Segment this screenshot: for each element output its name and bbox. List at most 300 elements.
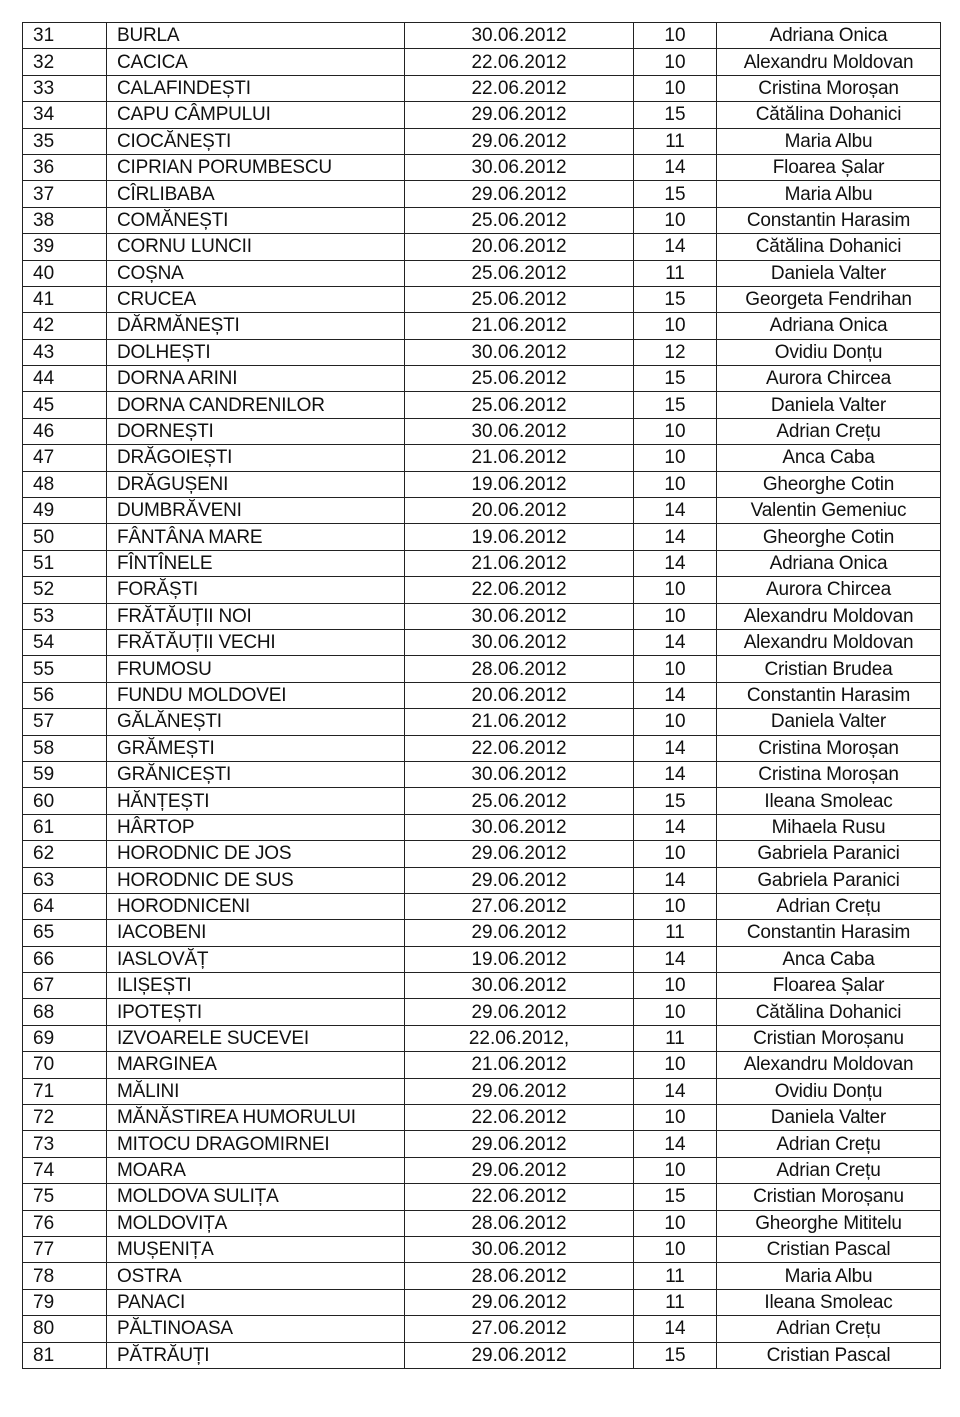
table-row — [23, 788, 941, 814]
person-cell: Cătălina Dohanici — [717, 234, 941, 260]
row-number: 35 — [23, 128, 107, 154]
locality-cell: DORNEȘTI — [107, 418, 405, 444]
person-cell: Constantin Harasim — [717, 207, 941, 233]
locality-cell: HORODNIC DE JOS — [107, 841, 405, 867]
count-cell: 10 — [634, 418, 717, 444]
count-cell: 10 — [634, 75, 717, 101]
count-cell: 11 — [634, 260, 717, 286]
table-row — [23, 1342, 941, 1368]
locality-cell: CIPRIAN PORUMBESCU — [107, 154, 405, 180]
row-number: 70 — [23, 1052, 107, 1078]
count-cell: 10 — [634, 445, 717, 471]
count-cell: 10 — [634, 709, 717, 735]
row-number: 44 — [23, 366, 107, 392]
count-cell: 10 — [634, 1236, 717, 1262]
table-row — [23, 893, 941, 919]
date-cell: 29.06.2012 — [405, 867, 634, 893]
date-cell: 30.06.2012 — [405, 603, 634, 629]
person-cell: Cristian Pascal — [717, 1342, 941, 1368]
person-cell: Maria Albu — [717, 128, 941, 154]
date-cell: 22.06.2012, — [405, 1025, 634, 1051]
date-cell: 30.06.2012 — [405, 973, 634, 999]
person-cell: Adrian Crețu — [717, 1157, 941, 1183]
locality-cell: HÂRTOP — [107, 814, 405, 840]
table-row — [23, 550, 941, 576]
table-row — [23, 1052, 941, 1078]
count-cell: 14 — [634, 761, 717, 787]
date-cell: 21.06.2012 — [405, 550, 634, 576]
date-cell: 29.06.2012 — [405, 1078, 634, 1104]
count-cell: 14 — [634, 629, 717, 655]
row-number: 68 — [23, 999, 107, 1025]
date-cell: 25.06.2012 — [405, 366, 634, 392]
count-cell: 15 — [634, 181, 717, 207]
person-cell: Daniela Valter — [717, 260, 941, 286]
locality-cell: DĂRMĂNEȘTI — [107, 313, 405, 339]
date-cell: 19.06.2012 — [405, 524, 634, 550]
date-cell: 22.06.2012 — [405, 577, 634, 603]
table-row — [23, 286, 941, 312]
table-row — [23, 973, 941, 999]
date-cell: 29.06.2012 — [405, 1289, 634, 1315]
person-cell: Anca Caba — [717, 445, 941, 471]
count-cell: 15 — [634, 366, 717, 392]
table-row — [23, 1210, 941, 1236]
table-row — [23, 128, 941, 154]
table-row — [23, 814, 941, 840]
count-cell: 15 — [634, 286, 717, 312]
date-cell: 21.06.2012 — [405, 709, 634, 735]
person-cell: Floarea Șalar — [717, 973, 941, 999]
row-number: 52 — [23, 577, 107, 603]
count-cell: 14 — [634, 682, 717, 708]
date-cell: 29.06.2012 — [405, 1342, 634, 1368]
date-cell: 27.06.2012 — [405, 1316, 634, 1342]
table-row — [23, 339, 941, 365]
count-cell: 10 — [634, 603, 717, 629]
locality-cell: MOLDOVIȚA — [107, 1210, 405, 1236]
row-number: 34 — [23, 102, 107, 128]
count-cell: 15 — [634, 1342, 717, 1368]
table-row — [23, 366, 941, 392]
table-row — [23, 392, 941, 418]
person-cell: Alexandru Moldovan — [717, 49, 941, 75]
table-row — [23, 1263, 941, 1289]
table-row — [23, 234, 941, 260]
table-row — [23, 629, 941, 655]
locality-cell: HĂNȚEȘTI — [107, 788, 405, 814]
person-cell: Gabriela Paranici — [717, 867, 941, 893]
person-cell: Adriana Onica — [717, 313, 941, 339]
count-cell: 10 — [634, 49, 717, 75]
person-cell: Alexandru Moldovan — [717, 629, 941, 655]
date-cell: 20.06.2012 — [405, 498, 634, 524]
date-cell: 27.06.2012 — [405, 893, 634, 919]
count-cell: 10 — [634, 313, 717, 339]
person-cell: Georgeta Fendrihan — [717, 286, 941, 312]
table-row — [23, 471, 941, 497]
count-cell: 11 — [634, 1025, 717, 1051]
date-cell: 30.06.2012 — [405, 339, 634, 365]
person-cell: Ileana Smoleac — [717, 788, 941, 814]
row-number: 49 — [23, 498, 107, 524]
row-number: 53 — [23, 603, 107, 629]
table-row — [23, 920, 941, 946]
count-cell: 10 — [634, 577, 717, 603]
table-row — [23, 181, 941, 207]
count-cell: 10 — [634, 1210, 717, 1236]
table-row — [23, 75, 941, 101]
date-cell: 21.06.2012 — [405, 445, 634, 471]
table-row — [23, 1131, 941, 1157]
row-number: 38 — [23, 207, 107, 233]
locality-cell: DORNA ARINI — [107, 366, 405, 392]
row-number: 32 — [23, 49, 107, 75]
date-cell: 29.06.2012 — [405, 102, 634, 128]
row-number: 72 — [23, 1105, 107, 1131]
table-row — [23, 682, 941, 708]
table-row — [23, 23, 941, 49]
row-number: 60 — [23, 788, 107, 814]
count-cell: 14 — [634, 234, 717, 260]
row-number: 41 — [23, 286, 107, 312]
table-row — [23, 867, 941, 893]
row-number: 58 — [23, 735, 107, 761]
row-number: 51 — [23, 550, 107, 576]
person-cell: Cristina Moroșan — [717, 761, 941, 787]
table-row — [23, 260, 941, 286]
count-cell: 10 — [634, 23, 717, 49]
table-row — [23, 603, 941, 629]
count-cell: 10 — [634, 207, 717, 233]
date-cell: 19.06.2012 — [405, 946, 634, 972]
count-cell: 15 — [634, 392, 717, 418]
row-number: 31 — [23, 23, 107, 49]
date-cell: 25.06.2012 — [405, 286, 634, 312]
person-cell: Anca Caba — [717, 946, 941, 972]
date-cell: 29.06.2012 — [405, 841, 634, 867]
row-number: 74 — [23, 1157, 107, 1183]
table-row — [23, 1236, 941, 1262]
row-number: 43 — [23, 339, 107, 365]
person-cell: Adrian Crețu — [717, 418, 941, 444]
count-cell: 14 — [634, 1078, 717, 1104]
count-cell: 14 — [634, 524, 717, 550]
locality-cell: FRĂTĂUȚII VECHI — [107, 629, 405, 655]
person-cell: Floarea Șalar — [717, 154, 941, 180]
locality-cell: FUNDU MOLDOVEI — [107, 682, 405, 708]
person-cell: Aurora Chircea — [717, 366, 941, 392]
person-cell: Ovidiu Donțu — [717, 339, 941, 365]
person-cell: Cristian Pascal — [717, 1236, 941, 1262]
locality-cell: DRĂGUȘENI — [107, 471, 405, 497]
row-number: 67 — [23, 973, 107, 999]
count-cell: 11 — [634, 128, 717, 154]
person-cell: Cristian Moroșanu — [717, 1025, 941, 1051]
locality-cell: IZVOARELE SUCEVEI — [107, 1025, 405, 1051]
row-number: 39 — [23, 234, 107, 260]
person-cell: Daniela Valter — [717, 1105, 941, 1131]
date-cell: 30.06.2012 — [405, 1236, 634, 1262]
table-row — [23, 313, 941, 339]
count-cell: 15 — [634, 1184, 717, 1210]
locality-cell: CORNU LUNCII — [107, 234, 405, 260]
date-cell: 21.06.2012 — [405, 313, 634, 339]
locality-cell: GĂLĂNEȘTI — [107, 709, 405, 735]
row-number: 48 — [23, 471, 107, 497]
person-cell: Gheorghe Mititelu — [717, 1210, 941, 1236]
date-cell: 29.06.2012 — [405, 1157, 634, 1183]
date-cell: 29.06.2012 — [405, 1131, 634, 1157]
count-cell: 14 — [634, 867, 717, 893]
count-cell: 14 — [634, 550, 717, 576]
date-cell: 28.06.2012 — [405, 1210, 634, 1236]
date-cell: 25.06.2012 — [405, 260, 634, 286]
locality-cell: CAPU CÂMPULUI — [107, 102, 405, 128]
person-cell: Cristina Moroșan — [717, 735, 941, 761]
document-sheet — [22, 22, 940, 1369]
date-cell: 25.06.2012 — [405, 392, 634, 418]
table-row — [23, 498, 941, 524]
row-number: 40 — [23, 260, 107, 286]
date-cell: 22.06.2012 — [405, 49, 634, 75]
person-cell: Cristian Moroșanu — [717, 1184, 941, 1210]
count-cell: 11 — [634, 1289, 717, 1315]
locality-cell: DORNA CANDRENILOR — [107, 392, 405, 418]
date-cell: 29.06.2012 — [405, 128, 634, 154]
table-row — [23, 1289, 941, 1315]
locality-cell: BURLA — [107, 23, 405, 49]
row-number: 42 — [23, 313, 107, 339]
table-row — [23, 946, 941, 972]
row-number: 56 — [23, 682, 107, 708]
row-number: 54 — [23, 629, 107, 655]
person-cell: Adrian Crețu — [717, 1131, 941, 1157]
count-cell: 10 — [634, 973, 717, 999]
date-cell: 22.06.2012 — [405, 75, 634, 101]
person-cell: Daniela Valter — [717, 709, 941, 735]
locality-cell: FRUMOSU — [107, 656, 405, 682]
date-cell: 25.06.2012 — [405, 207, 634, 233]
table-row — [23, 154, 941, 180]
person-cell: Constantin Harasim — [717, 682, 941, 708]
row-number: 64 — [23, 893, 107, 919]
count-cell: 10 — [634, 841, 717, 867]
row-number: 79 — [23, 1289, 107, 1315]
table-row — [23, 841, 941, 867]
row-number: 47 — [23, 445, 107, 471]
count-cell: 15 — [634, 102, 717, 128]
locality-cell: DRĂGOIEȘTI — [107, 445, 405, 471]
person-cell: Mihaela Rusu — [717, 814, 941, 840]
date-cell: 30.06.2012 — [405, 629, 634, 655]
locality-cell: PĂLTINOASA — [107, 1316, 405, 1342]
table-row — [23, 418, 941, 444]
locality-cell: CALAFINDEȘTI — [107, 75, 405, 101]
count-cell: 15 — [634, 788, 717, 814]
person-cell: Ovidiu Donțu — [717, 1078, 941, 1104]
person-cell: Cristian Brudea — [717, 656, 941, 682]
row-number: 76 — [23, 1210, 107, 1236]
locality-cell: MITOCU DRAGOMIRNEI — [107, 1131, 405, 1157]
locality-cell: FORĂȘTI — [107, 577, 405, 603]
date-cell: 30.06.2012 — [405, 23, 634, 49]
table-row — [23, 709, 941, 735]
person-cell: Constantin Harasim — [717, 920, 941, 946]
locality-cell: PĂTRĂUȚI — [107, 1342, 405, 1368]
locality-cell: COȘNA — [107, 260, 405, 286]
locality-cell: CÎRLIBABA — [107, 181, 405, 207]
row-number: 66 — [23, 946, 107, 972]
locality-cell: DOLHEȘTI — [107, 339, 405, 365]
row-number: 77 — [23, 1236, 107, 1262]
locality-cell: CACICA — [107, 49, 405, 75]
date-cell: 22.06.2012 — [405, 1184, 634, 1210]
date-cell: 20.06.2012 — [405, 234, 634, 260]
row-number: 81 — [23, 1342, 107, 1368]
count-cell: 14 — [634, 735, 717, 761]
locality-cell: CIOCĂNEȘTI — [107, 128, 405, 154]
person-cell: Gheorghe Cotin — [717, 524, 941, 550]
row-number: 33 — [23, 75, 107, 101]
date-cell: 30.06.2012 — [405, 814, 634, 840]
table-row — [23, 1184, 941, 1210]
table-row — [23, 761, 941, 787]
person-cell: Cătălina Dohanici — [717, 102, 941, 128]
count-cell: 11 — [634, 920, 717, 946]
date-cell: 30.06.2012 — [405, 418, 634, 444]
row-number: 65 — [23, 920, 107, 946]
row-number: 62 — [23, 841, 107, 867]
person-cell: Alexandru Moldovan — [717, 1052, 941, 1078]
person-cell: Gheorghe Cotin — [717, 471, 941, 497]
locality-cell: HORODNIC DE SUS — [107, 867, 405, 893]
locality-cell: GRĂNICEȘTI — [107, 761, 405, 787]
locality-cell: COMĂNEȘTI — [107, 207, 405, 233]
locality-cell: MOLDOVA SULIȚA — [107, 1184, 405, 1210]
locality-cell: FÎNTÎNELE — [107, 550, 405, 576]
count-cell: 10 — [634, 1157, 717, 1183]
date-cell: 30.06.2012 — [405, 761, 634, 787]
locality-cell: IPOTEȘTI — [107, 999, 405, 1025]
row-number: 61 — [23, 814, 107, 840]
person-cell: Alexandru Moldovan — [717, 603, 941, 629]
table-row — [23, 1078, 941, 1104]
table-row — [23, 999, 941, 1025]
locality-cell: CRUCEA — [107, 286, 405, 312]
count-cell: 10 — [634, 999, 717, 1025]
row-number: 50 — [23, 524, 107, 550]
date-cell: 29.06.2012 — [405, 181, 634, 207]
locality-cell: IACOBENI — [107, 920, 405, 946]
count-cell: 14 — [634, 1131, 717, 1157]
person-cell: Maria Albu — [717, 1263, 941, 1289]
row-number: 55 — [23, 656, 107, 682]
locality-cell: MUȘENIȚA — [107, 1236, 405, 1262]
date-cell: 25.06.2012 — [405, 788, 634, 814]
locality-cell: FÂNTÂNA MARE — [107, 524, 405, 550]
row-number: 36 — [23, 154, 107, 180]
count-cell: 14 — [634, 1316, 717, 1342]
row-number: 63 — [23, 867, 107, 893]
row-number: 37 — [23, 181, 107, 207]
row-number: 69 — [23, 1025, 107, 1051]
count-cell: 10 — [634, 1105, 717, 1131]
person-cell: Cătălina Dohanici — [717, 999, 941, 1025]
count-cell: 11 — [634, 1263, 717, 1289]
date-cell: 28.06.2012 — [405, 656, 634, 682]
locality-cell: MĂNĂSTIREA HUMORULUI — [107, 1105, 405, 1131]
count-cell: 14 — [634, 946, 717, 972]
row-number: 78 — [23, 1263, 107, 1289]
date-cell: 22.06.2012 — [405, 1105, 634, 1131]
localities-table — [22, 22, 941, 1369]
person-cell: Daniela Valter — [717, 392, 941, 418]
date-cell: 22.06.2012 — [405, 735, 634, 761]
table-row — [23, 102, 941, 128]
table-row — [23, 735, 941, 761]
count-cell: 14 — [634, 154, 717, 180]
row-number: 73 — [23, 1131, 107, 1157]
locality-cell: MOARA — [107, 1157, 405, 1183]
date-cell: 19.06.2012 — [405, 471, 634, 497]
locality-cell: OSTRA — [107, 1263, 405, 1289]
date-cell: 21.06.2012 — [405, 1052, 634, 1078]
person-cell: Adriana Onica — [717, 23, 941, 49]
row-number: 59 — [23, 761, 107, 787]
row-number: 45 — [23, 392, 107, 418]
table-row — [23, 656, 941, 682]
count-cell: 10 — [634, 471, 717, 497]
person-cell: Ileana Smoleac — [717, 1289, 941, 1315]
table-row — [23, 207, 941, 233]
locality-cell: FRĂTĂUȚII NOI — [107, 603, 405, 629]
locality-cell: ILIȘEȘTI — [107, 973, 405, 999]
count-cell: 14 — [634, 498, 717, 524]
table-row — [23, 577, 941, 603]
locality-cell: HORODNICENI — [107, 893, 405, 919]
locality-cell: GRĂMEȘTI — [107, 735, 405, 761]
person-cell: Aurora Chircea — [717, 577, 941, 603]
locality-cell: IASLOVĂȚ — [107, 946, 405, 972]
date-cell: 29.06.2012 — [405, 920, 634, 946]
table-row — [23, 1316, 941, 1342]
row-number: 80 — [23, 1316, 107, 1342]
locality-cell: PANACI — [107, 1289, 405, 1315]
table-row — [23, 1157, 941, 1183]
table-body — [23, 23, 941, 1369]
person-cell: Valentin Gemeniuc — [717, 498, 941, 524]
count-cell: 10 — [634, 656, 717, 682]
date-cell: 20.06.2012 — [405, 682, 634, 708]
table-row — [23, 524, 941, 550]
table-row — [23, 1025, 941, 1051]
locality-cell: MĂLINI — [107, 1078, 405, 1104]
locality-cell: MARGINEA — [107, 1052, 405, 1078]
row-number: 57 — [23, 709, 107, 735]
table-row — [23, 445, 941, 471]
count-cell: 14 — [634, 814, 717, 840]
row-number: 46 — [23, 418, 107, 444]
count-cell: 10 — [634, 1052, 717, 1078]
row-number: 75 — [23, 1184, 107, 1210]
table-row — [23, 1105, 941, 1131]
date-cell: 30.06.2012 — [405, 154, 634, 180]
person-cell: Adrian Crețu — [717, 1316, 941, 1342]
person-cell: Gabriela Paranici — [717, 841, 941, 867]
person-cell: Adrian Crețu — [717, 893, 941, 919]
date-cell: 29.06.2012 — [405, 999, 634, 1025]
